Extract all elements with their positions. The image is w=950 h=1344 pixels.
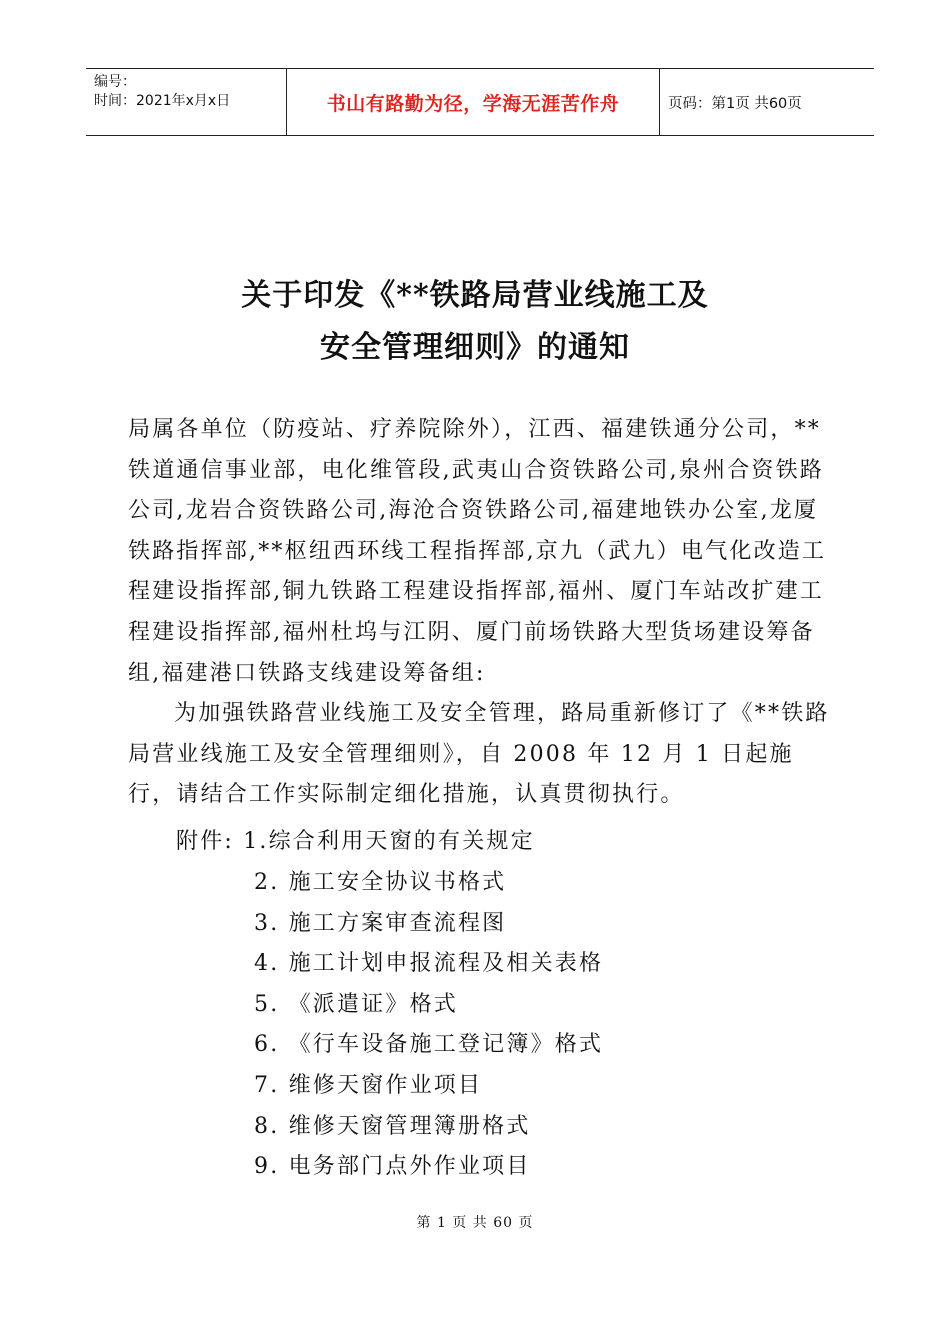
attachment-item: 3. 施工方案审查流程图 — [254, 910, 507, 936]
attachment-item: 4. 施工计划申报流程及相关表格 — [254, 951, 604, 977]
attachment-item: 7. 维修天窗作业项目 — [254, 1072, 483, 1098]
attachment-item: 6. 《行车设备施工登记簿》格式 — [254, 1032, 604, 1058]
page-footer: 第 1 页 共 60 页 — [416, 1215, 534, 1231]
serial-label: 编号： — [94, 74, 136, 90]
attachment-list — [254, 863, 603, 1188]
document-body — [128, 410, 840, 816]
header-motto-cell — [286, 69, 660, 135]
document-title-line1: 关于印发《**铁路局营业线施工及 — [241, 278, 709, 313]
attachment-item: 2. 施工安全协议书格式 — [254, 870, 507, 895]
addressees-paragraph: 局属各单位（防疫站、疗养院除外），江西、福建铁通分公司，**铁道通信事业部，电化维管段,武夷山合资铁路公司,泉州合资铁路公司,龙岩合资铁路公司,海沧合资铁路公司,福建地铁办公室,龙厦铁路指挥部,**枢纽西环线工程指挥部,京九（武九）电气化改造工程建设指挥部,铜九铁路工程建设指挥部,福州、厦门车站改扩建工程建设指挥部,福州杜坞与江阴、厦门前场铁路大型货场建设筹备组,福建港口铁路支线建设筹备组: — [128, 417, 827, 686]
attachment-item: 8. 维修天窗管理簿册格式 — [254, 1113, 531, 1139]
attachment-item: 5. 《派遣证》格式 — [254, 991, 458, 1017]
main-paragraph: 为加强铁路营业线施工及安全管理，路局重新修订了《**铁路局营业线施工及安全管理细则》，自 2008 年 12 月 1 日起施行，请结合工作实际制定细化措施，认真贯彻执行。 — [128, 701, 830, 808]
attachment-item: 9. 电务部门点外作业项目 — [254, 1154, 531, 1180]
header-page-info: 页码：第1页 共60页 — [668, 95, 802, 112]
page-header — [86, 68, 874, 136]
date-label: 时间：2021年x月x日 — [94, 93, 231, 109]
header-meta — [86, 69, 286, 135]
document-title-line2: 安全管理细则》的通知 — [320, 330, 630, 365]
header-motto: 书山有路勤为径，学海无涯苦作舟 — [326, 92, 620, 115]
attachment-first: 附件: 1.综合利用天窗的有关规定 — [176, 829, 535, 854]
